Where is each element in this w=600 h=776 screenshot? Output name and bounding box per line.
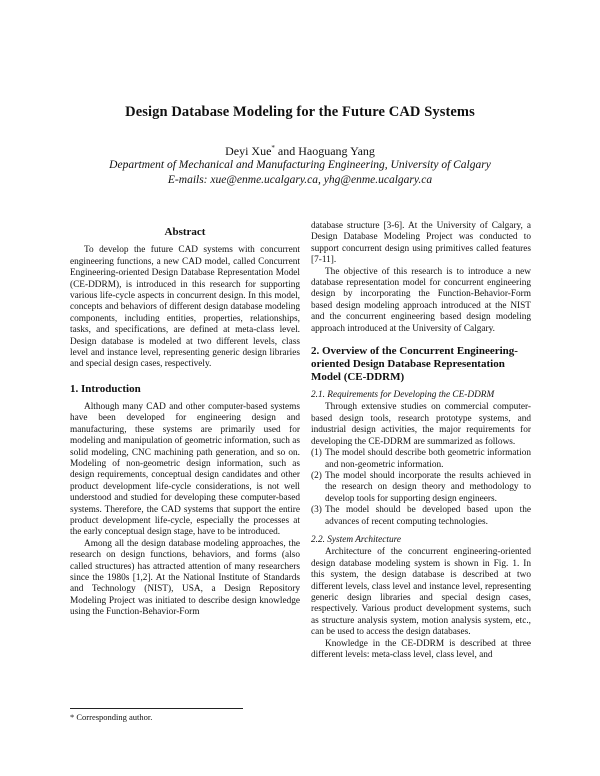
affiliation-block — [0, 158, 600, 188]
architecture-paragraph-2: Knowledge in the CE-DDRM is described at three different levels: meta-class level, class level, and — [311, 638, 531, 660]
emails: E-mails: xue@enme.ucalgary.ca, yhg@enme.ucalgary.ca — [167, 174, 433, 186]
subsection-2-2-heading: 2.2. System Architecture — [311, 534, 402, 545]
requirement-text: The model should be developed based upon the advances of recent computing technologies. — [325, 505, 531, 527]
corresponding-author-mark: * — [271, 144, 275, 152]
requirement-number: (3) — [311, 505, 322, 516]
requirement-item — [311, 471, 531, 505]
abstract-text: To develop the future CAD systems with concurrent engineering functions, a new CAD model, called Concurrent Engineering-oriented Design Database Representation Model (CE-DDRM), is introduced in this research for supporting various life-cycle aspects in concurrent design. In this model, concepts and behaviors of different design database modeling components, including entities, properties, relationships, tasks, and specifications, are defined at meta-class level. Design database is modeled at two different levels, class level and instance level, representing generic design libraries and special design cases, respectively. — [70, 245, 300, 370]
author-secondary: and Haoguang Yang — [274, 144, 375, 158]
author-line — [0, 144, 600, 159]
right-column — [311, 221, 531, 661]
left-column — [70, 227, 300, 619]
architecture-paragraph-1: Architecture of the concurrent engineering-oriented design database modeling system is shown in Fig. 1. In this system, the design database is described at two different levels, class level and instance level, representing generic design libraries and special design cases, respectively. Various product development systems, such as structure analysis system, motion analysis system, etc., can be used to access the design databases. — [311, 547, 531, 638]
abstract-heading: Abstract — [164, 226, 206, 238]
intro-paragraph-3: database structure [3-6]. At the University of Calgary, a Design Database Modeling Project was conducted to support concurrent design using primitives called features [7-11]. — [311, 221, 531, 266]
requirement-text: The model should incorporate the results achieved in the research on design theory and methodology to develop tools for supporting design engineers. — [325, 470, 531, 504]
affiliation: Department of Mechanical and Manufacturing Engineering, University of Calgary — [109, 159, 491, 171]
requirement-text: The model should describe both geometric information and non-geometric information. — [325, 448, 531, 470]
author-primary: Deyi Xue — [225, 144, 272, 158]
footnote: * Corresponding author. — [70, 712, 153, 722]
footnote-rule — [70, 708, 243, 709]
paper-title: Design Database Modeling for the Future CAD Systems — [125, 104, 475, 120]
requirements-intro: Through extensive studies on commercial computer-based design tools, research prototype systems, and industrial design activities, the major requirements for developing the CE-DDRM are summarized as follows. — [311, 402, 531, 447]
subsection-2-1-heading: 2.1. Requirements for Developing the CE-DDRM — [311, 390, 495, 401]
intro-paragraph-4: The objective of this research is to introduce a new database representation model for concurrent engineering design by incorporating the Function-Behavior-Form based design modeling approach introduced at the NIST and the concurrent engineering based design modeling approach introduced at the University of Calgary. — [311, 266, 531, 334]
requirement-number: (1) — [311, 448, 322, 459]
intro-paragraph-2: Among all the design database modeling approaches, the research on design functions, behaviors, and forms (also called structures) has attracted attention of many researchers since the 1980s [1,2]. At the National Institute of Standards and Technology (NIST), USA, a Design Repository Modeling Project was initiated to describe design knowledge using the Function-Behavior-Form — [70, 538, 300, 618]
requirement-number: (2) — [311, 470, 322, 481]
section-2-heading: 2. Overview of the Concurrent Engineering-oriented Design Database Representation Model (CE-DDRM) — [311, 345, 518, 384]
requirement-item — [311, 505, 531, 528]
requirement-item — [311, 448, 531, 471]
intro-paragraph-1: Although many CAD and other computer-based systems have been developed for engineering design and manufacturing, these systems are primarily used for modeling and manipulation of geometric information, such as solid modeling, CNC machining path generation, and so on. Modeling of non-geometric design information, such as design requirements, conceptual design candidates and other product development life-cycle considerations, is not well understood and studied for developing these computer-based systems. Therefore, the CAD systems that support the entire product development life-cycle, especially the processes at the early conceptual design stage, have to be introduced. — [70, 401, 300, 538]
section-1-heading: 1. Introduction — [70, 382, 141, 395]
